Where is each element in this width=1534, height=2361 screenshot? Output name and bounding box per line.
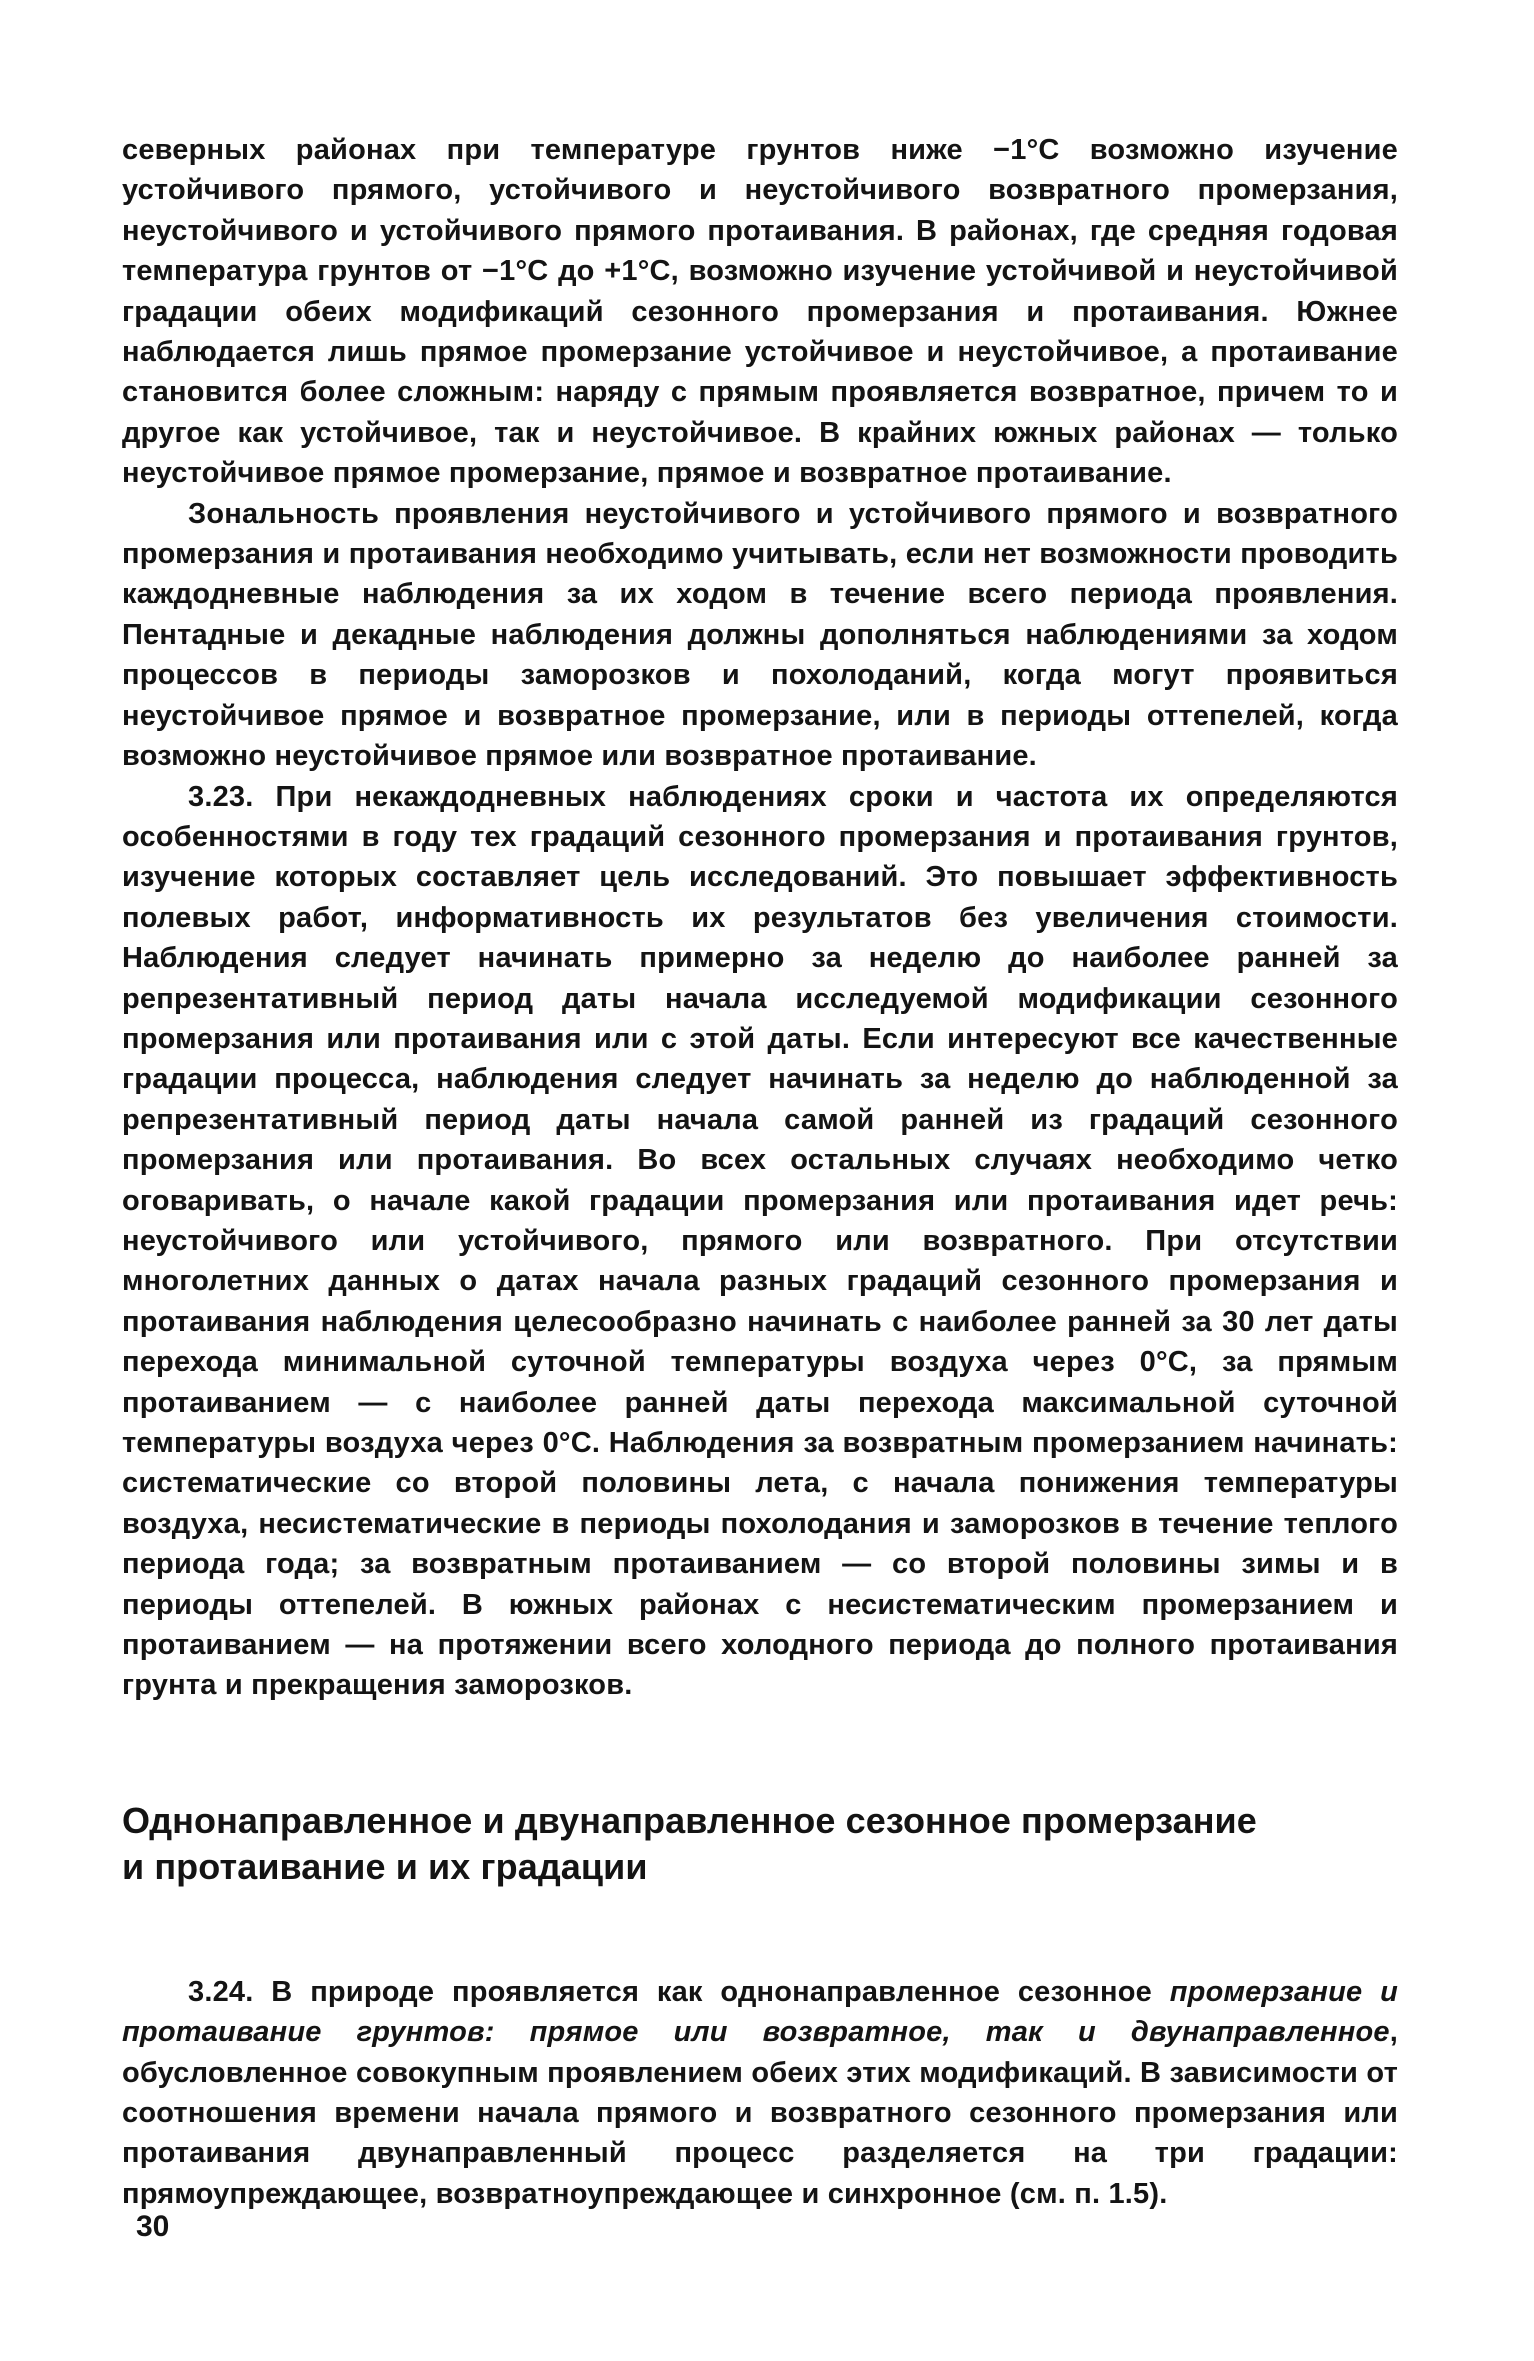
section-3-23-text: При некаждодневных наблюдениях сроки и частота их определяются особенностями в году тех градаций сезонного промерзания и протаивания грунтов, изучение которых составляет цель исследований. Это повышает эффективность полевых работ, информативность их результатов без увеличения стоимости. Наблюдения следует начинать примерно за неделю до наиболее ранней за репрезентативный период даты начала исследуемой модификации сезонного промерзания или протаивания или с этой даты. Если интересуют все качественные градации процесса, наблюдения следует начинать за неделю до наблюденной за репрезентативный период даты начала самой ранней из градаций сезонного промерзания или протаивания. Во всех остальных случаях необходимо четко оговаривать, о начале какой градации промерзания или протаивания идет речь: неустойчивого или устойчивого, прямого или возвратного. При отсутствии многолетних данных о датах начала разных градаций сезонного промерзания и протаивания наблюдения целесообразно начинать с наиболее ранней за 30 лет даты перехода минимальной суточной температуры воздуха через 0°С, за прямым протаиванием — с наиболее ранней даты перехода максимальной суточной температуры воздуха через 0°С. Наблюдения за возвратным промерзанием начинать: систематические со второй половины лета, с начала понижения температуры воздуха, несистематические в периоды похолодания и заморозков в течение теплого периода года; за возвратным протаиванием — со второй половины зимы и в периоды оттепелей. В южных районах с несистематическим промерзанием и протаиванием — на протяжении всего холодного периода до полного протаивания грунта и прекращения заморозков.: [122, 780, 1398, 1702]
section-number-3-24: 3.24.: [188, 1975, 254, 2008]
document-page: [122, 130, 1398, 2214]
heading-line-1: Однонаправленное и двунаправленное сезонное промерзание: [122, 1799, 1257, 1841]
section-number-3-23: 3.23.: [188, 780, 254, 813]
section-3-24-italic: промерзание и протаивание грунтов: прямое или возвратное, так и двунаправленное: [122, 1975, 1398, 2049]
paragraph-zonality: Зональность проявления неустойчивого и устойчивого прямого и возвратного промерзания и протаивания необходимо учитывать, если нет возможности проводить каждодневные наблюдения за их ходом в течение всего периода проявления. Пентадные и декадные наблюдения должны дополняться наблюдениями за ходом процессов в периоды заморозков и похолоданий, когда могут проявиться неустойчивое прямое и возвратное промерзание, или в периоды оттепелей, когда возможно неустойчивое прямое или возвратное протаивание.: [122, 497, 1398, 773]
section-3-24: [122, 1972, 1398, 2214]
section-heading: [122, 1798, 1322, 1890]
section-3-24-text-a: В природе проявляется как однонаправленное сезонное: [271, 1975, 1170, 2008]
heading-line-2: и протаивание и их градации: [122, 1845, 648, 1887]
paragraph-zonal-conditions: северных районах при температуре грунтов ниже −1°С возможно изучение устойчивого прямого, устойчивого и неустойчивого возвратного промерзания, неустойчивого и устойчивого прямого протаивания. В районах, где средняя годовая температура грунтов от −1°С до +1°С, возможно изучение устойчивой и неустойчивой градации обеих модификаций сезонного промерзания и протаивания. Южнее наблюдается лишь прямое промерзание устойчивое и неустойчивое, а протаивание становится более сложным: наряду с прямым проявляется возвратное, причем то и другое как устойчивое, так и неустойчивое. В крайних южных районах — только неустойчивое прямое промерзание, прямое и возвратное протаивание.: [122, 134, 1398, 490]
section-3-23: [122, 777, 1398, 1706]
page-number: 30: [136, 2210, 170, 2243]
section-3-24-text-b: , обусловленное совокупным проявлением обеих этих модификаций. В зависимости от соотношения времени начала прямого и возвратного сезонного промерзания или протаивания двунаправленный процесс разделяется на три градации: прямоупреждающее, возвратноупреждающее и синхронное (см. п. 1.5).: [122, 2016, 1398, 2210]
